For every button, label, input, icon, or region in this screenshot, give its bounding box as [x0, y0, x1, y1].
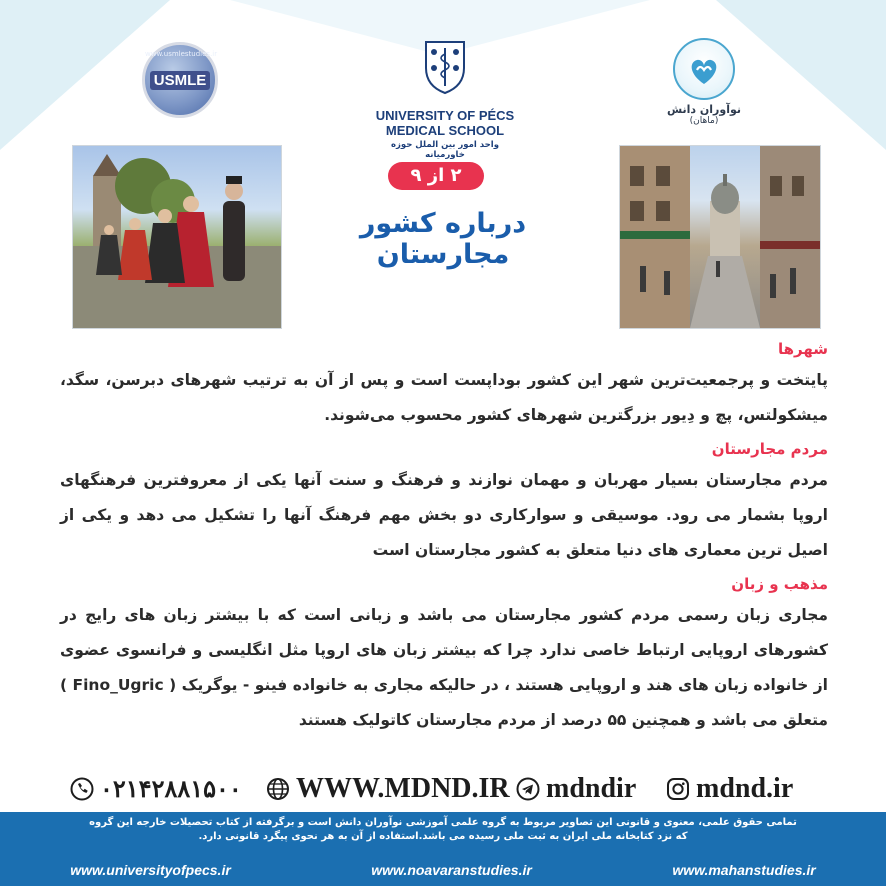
- section-title-cities: شهرها: [777, 340, 828, 358]
- footer-links: [0, 862, 886, 878]
- university-name-line2: MEDICAL SCHOOL: [385, 123, 505, 138]
- copyright-line-1: تمامی حقوق علمی، معنوی و قانونی این تصاویر مربوط به گروه علمی آموزشی نوآوران دانش است و برگرفته از کتاب تحصیلات خارجه این گروه: [89, 817, 797, 828]
- website-contact[interactable]: [266, 768, 510, 810]
- section-body-cities: پایتخت و پرجمعیت‌ترین شهر این کشور بوداپست است و پس از آن به ترتیب شهرهای دبرسن، سگد، میشکولتس، پچ و دِیور بزرگترین شهرهای کشور محسوب می‌شوند.: [60, 371, 828, 424]
- footer-link-noavaranstudies[interactable]: www.noavaranstudies.ir: [371, 862, 532, 878]
- contact-bar: [70, 768, 830, 810]
- phone-icon: [70, 777, 94, 801]
- telegram-contact[interactable]: [516, 768, 636, 810]
- noavaran-logo: [664, 38, 744, 126]
- noavaran-title: نوآوران دانش: [666, 103, 742, 116]
- phone-contact[interactable]: [70, 768, 242, 810]
- footer-link-universityofpecs[interactable]: www.universityofpecs.ir: [70, 862, 231, 878]
- copyright-line-2: که نزد کتابخانه ملی ایران به ثبت ملی رسیده می باشد.استفاده از آن به هر نحوی پیگرد قانونی دارد.: [198, 831, 688, 842]
- section-title-people: مردم مجارستان: [711, 440, 828, 458]
- university-crest-icon: [422, 38, 468, 96]
- instagram-contact[interactable]: [666, 768, 793, 810]
- website-url: WWW.MDND.IR: [296, 773, 510, 804]
- folk-dancers-photo: [72, 145, 282, 329]
- instagram-handle: mdnd.ir: [696, 773, 794, 804]
- noavaran-emblem-icon: [673, 38, 735, 100]
- page-counter-badge: ۲ از ۹: [388, 162, 484, 190]
- university-subtitle: واحد امور بین الملل حوزه خاورمیانه: [390, 140, 499, 160]
- budapest-street-photo: [619, 145, 821, 329]
- usmle-label: USMLE: [150, 71, 211, 90]
- main-content: [60, 335, 828, 740]
- footer-link-mahanstudies[interactable]: www.mahanstudies.ir: [672, 862, 816, 878]
- section-body-religion-language: مجاری زبان رسمی مردم کشور مجارستان می باشد و زبانی است که با بیشتر زبان های رایج در کشورهای اروپایی ارتباط خاصی ندارد چرا که بیشتر زبان های اروپا مثل انگلیسی و فرانسوی عضوی از خانواده زبان های هند و اروپایی هستند ، در حالیکه مجاری به خانواده فینو - یوگریک ( Fino_Ugric ) متعلق می باشد و همچنین ۵۵ درصد از مردم مجارستان کاتولیک هستند: [60, 606, 828, 729]
- phone-number: ۰۲۱۴۲۸۸۱۵۰۰: [100, 776, 242, 803]
- globe-icon: [266, 777, 290, 801]
- telegram-handle: mdndir: [546, 773, 637, 804]
- university-logo: [370, 38, 520, 160]
- page-title: درباره کشور مجارستان: [359, 208, 527, 270]
- section-body-people: مردم مجارستان بسیار مهربان و مهمان نوازند و فرهنگ و سنت آنها یکی از معروفترین فرهنگهای اروپا بشمار می رود. موسیقی و سوارکاری دو بخش مهم فرهنگ آنها را تشکیل می دهد و یکی از اصیل ترین معماری های دنیا متعلق به کشور مجارستان است: [60, 471, 828, 559]
- telegram-icon: [516, 777, 540, 801]
- footer: [0, 812, 886, 886]
- noavaran-subtitle: (ماهان): [689, 116, 719, 126]
- usmle-logo: [142, 42, 218, 118]
- usmle-ring-text: www.usmlestudies.ir: [145, 50, 218, 58]
- university-name-line1: UNIVERSITY OF PÉCS: [375, 108, 515, 123]
- section-title-religion-language: مذهب و زبان: [731, 575, 828, 593]
- instagram-icon: [666, 777, 690, 801]
